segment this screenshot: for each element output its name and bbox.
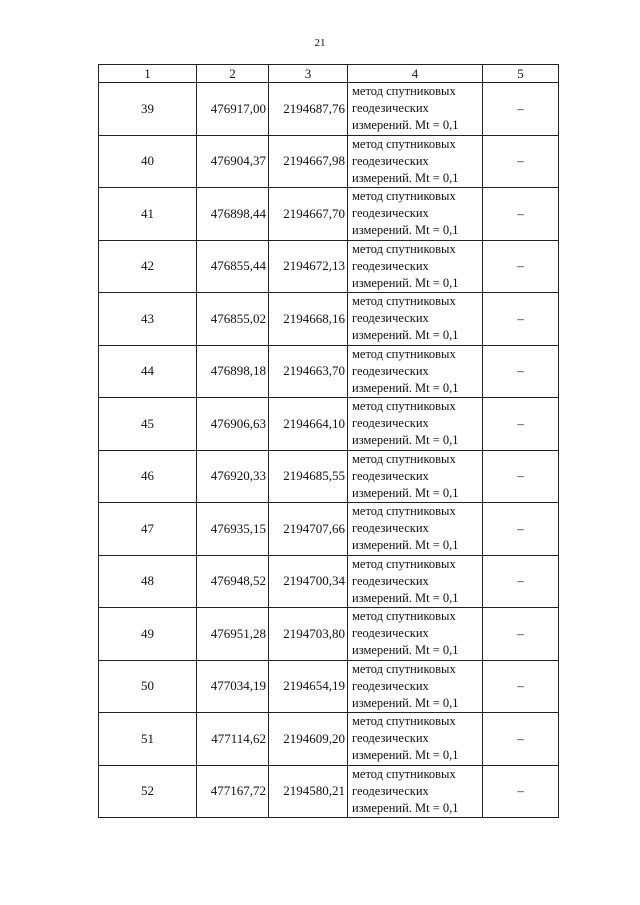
method-line: геодезических (352, 521, 429, 536)
method-line: метод спутниковых (352, 189, 456, 204)
header-row (99, 65, 559, 83)
table-row (99, 450, 559, 503)
method-line: геодезических (352, 363, 429, 378)
point-number-cell: 52 (99, 765, 197, 818)
method-cell (348, 83, 483, 136)
note-cell: – (483, 240, 559, 293)
point-number-cell: 49 (99, 608, 197, 661)
y-coordinate-cell: 2194667,70 (269, 188, 348, 241)
point-number-cell: 48 (99, 555, 197, 608)
point-number-cell: 47 (99, 503, 197, 556)
page-number: 21 (314, 37, 326, 49)
table-row (99, 555, 559, 608)
column-header-2: 2 (197, 65, 269, 83)
note-cell: – (483, 135, 559, 188)
method-line: метод спутниковых (352, 714, 456, 729)
method-line: геодезических (352, 731, 429, 746)
method-line: геодезических (352, 101, 429, 116)
y-coordinate-cell: 2194654,19 (269, 660, 348, 713)
y-coordinate-cell: 2194672,13 (269, 240, 348, 293)
column-header-5: 5 (483, 65, 559, 83)
y-coordinate-cell: 2194685,55 (269, 450, 348, 503)
method-cell (348, 555, 483, 608)
method-line: геодезических (352, 678, 429, 693)
point-number-cell: 43 (99, 293, 197, 346)
point-number-cell: 42 (99, 240, 197, 293)
point-number-cell: 46 (99, 450, 197, 503)
x-coordinate-cell: 476898,18 (197, 345, 269, 398)
note-cell: – (483, 765, 559, 818)
method-line: измерений. Mt = 0,1 (352, 328, 459, 343)
y-coordinate-cell: 2194667,98 (269, 135, 348, 188)
note-cell: – (483, 660, 559, 713)
method-line: геодезических (352, 468, 429, 483)
method-cell (348, 398, 483, 451)
method-line: геодезических (352, 573, 429, 588)
table-row (99, 660, 559, 713)
x-coordinate-cell: 476920,33 (197, 450, 269, 503)
method-line: геодезических (352, 153, 429, 168)
table-row (99, 188, 559, 241)
note-cell: – (483, 188, 559, 241)
column-header-4: 4 (348, 65, 483, 83)
method-line: геодезических (352, 416, 429, 431)
table-row (99, 293, 559, 346)
y-coordinate-cell: 2194668,16 (269, 293, 348, 346)
method-cell (348, 660, 483, 713)
table-row (99, 398, 559, 451)
x-coordinate-cell: 477167,72 (197, 765, 269, 818)
x-coordinate-cell: 477114,62 (197, 713, 269, 766)
method-line: геодезических (352, 311, 429, 326)
coordinates-table (98, 64, 559, 818)
note-cell: – (483, 293, 559, 346)
method-line: геодезических (352, 783, 429, 798)
y-coordinate-cell: 2194664,10 (269, 398, 348, 451)
method-line: измерений. Mt = 0,1 (352, 695, 459, 710)
x-coordinate-cell: 476906,63 (197, 398, 269, 451)
point-number-cell: 50 (99, 660, 197, 713)
y-coordinate-cell: 2194687,76 (269, 83, 348, 136)
x-coordinate-cell: 477034,19 (197, 660, 269, 713)
table-row (99, 765, 559, 818)
column-header-1: 1 (99, 65, 197, 83)
point-number-cell: 40 (99, 135, 197, 188)
x-coordinate-cell: 476904,37 (197, 135, 269, 188)
method-line: метод спутниковых (352, 84, 456, 99)
method-line: метод спутниковых (352, 346, 456, 361)
x-coordinate-cell: 476935,15 (197, 503, 269, 556)
method-line: измерений. Mt = 0,1 (352, 223, 459, 238)
method-line: метод спутниковых (352, 451, 456, 466)
method-line: метод спутниковых (352, 556, 456, 571)
y-coordinate-cell: 2194700,34 (269, 555, 348, 608)
y-coordinate-cell: 2194609,20 (269, 713, 348, 766)
method-line: измерений. Mt = 0,1 (352, 643, 459, 658)
x-coordinate-cell: 476948,52 (197, 555, 269, 608)
method-line: геодезических (352, 206, 429, 221)
method-cell (348, 240, 483, 293)
x-coordinate-cell: 476951,28 (197, 608, 269, 661)
x-coordinate-cell: 476898,44 (197, 188, 269, 241)
point-number-cell: 41 (99, 188, 197, 241)
method-cell (348, 765, 483, 818)
table-row (99, 608, 559, 661)
table-row (99, 240, 559, 293)
y-coordinate-cell: 2194707,66 (269, 503, 348, 556)
method-line: геодезических (352, 626, 429, 641)
column-header-3: 3 (269, 65, 348, 83)
table-row (99, 135, 559, 188)
method-line: метод спутниковых (352, 294, 456, 309)
method-line: измерений. Mt = 0,1 (352, 380, 459, 395)
method-line: измерений. Mt = 0,1 (352, 170, 459, 185)
method-line: метод спутниковых (352, 136, 456, 151)
method-cell (348, 345, 483, 398)
table-row (99, 83, 559, 136)
method-cell (348, 503, 483, 556)
method-cell (348, 188, 483, 241)
note-cell: – (483, 450, 559, 503)
method-line: измерений. Mt = 0,1 (352, 433, 459, 448)
method-line: метод спутниковых (352, 609, 456, 624)
method-line: измерений. Mt = 0,1 (352, 485, 459, 500)
point-number-cell: 51 (99, 713, 197, 766)
note-cell: – (483, 83, 559, 136)
y-coordinate-cell: 2194580,21 (269, 765, 348, 818)
note-cell: – (483, 345, 559, 398)
method-cell (348, 713, 483, 766)
point-number-cell: 44 (99, 345, 197, 398)
method-line: измерений. Mt = 0,1 (352, 538, 459, 553)
method-line: метод спутниковых (352, 399, 456, 414)
table-row (99, 345, 559, 398)
note-cell: – (483, 713, 559, 766)
method-line: измерений. Mt = 0,1 (352, 800, 459, 815)
x-coordinate-cell: 476855,02 (197, 293, 269, 346)
method-line: измерений. Mt = 0,1 (352, 275, 459, 290)
method-line: метод спутниковых (352, 241, 456, 256)
method-line: метод спутниковых (352, 504, 456, 519)
method-line: метод спутниковых (352, 661, 456, 676)
x-coordinate-cell: 476855,44 (197, 240, 269, 293)
method-line: измерений. Mt = 0,1 (352, 118, 459, 133)
method-cell (348, 135, 483, 188)
method-cell (348, 450, 483, 503)
note-cell: – (483, 503, 559, 556)
x-coordinate-cell: 476917,00 (197, 83, 269, 136)
note-cell: – (483, 398, 559, 451)
method-cell (348, 293, 483, 346)
y-coordinate-cell: 2194703,80 (269, 608, 348, 661)
method-cell (348, 608, 483, 661)
point-number-cell: 39 (99, 83, 197, 136)
y-coordinate-cell: 2194663,70 (269, 345, 348, 398)
note-cell: – (483, 555, 559, 608)
method-line: измерений. Mt = 0,1 (352, 748, 459, 763)
method-line: геодезических (352, 258, 429, 273)
table-row (99, 503, 559, 556)
note-cell: – (483, 608, 559, 661)
table-row (99, 713, 559, 766)
point-number-cell: 45 (99, 398, 197, 451)
method-line: метод спутниковых (352, 766, 456, 781)
method-line: измерений. Mt = 0,1 (352, 590, 459, 605)
